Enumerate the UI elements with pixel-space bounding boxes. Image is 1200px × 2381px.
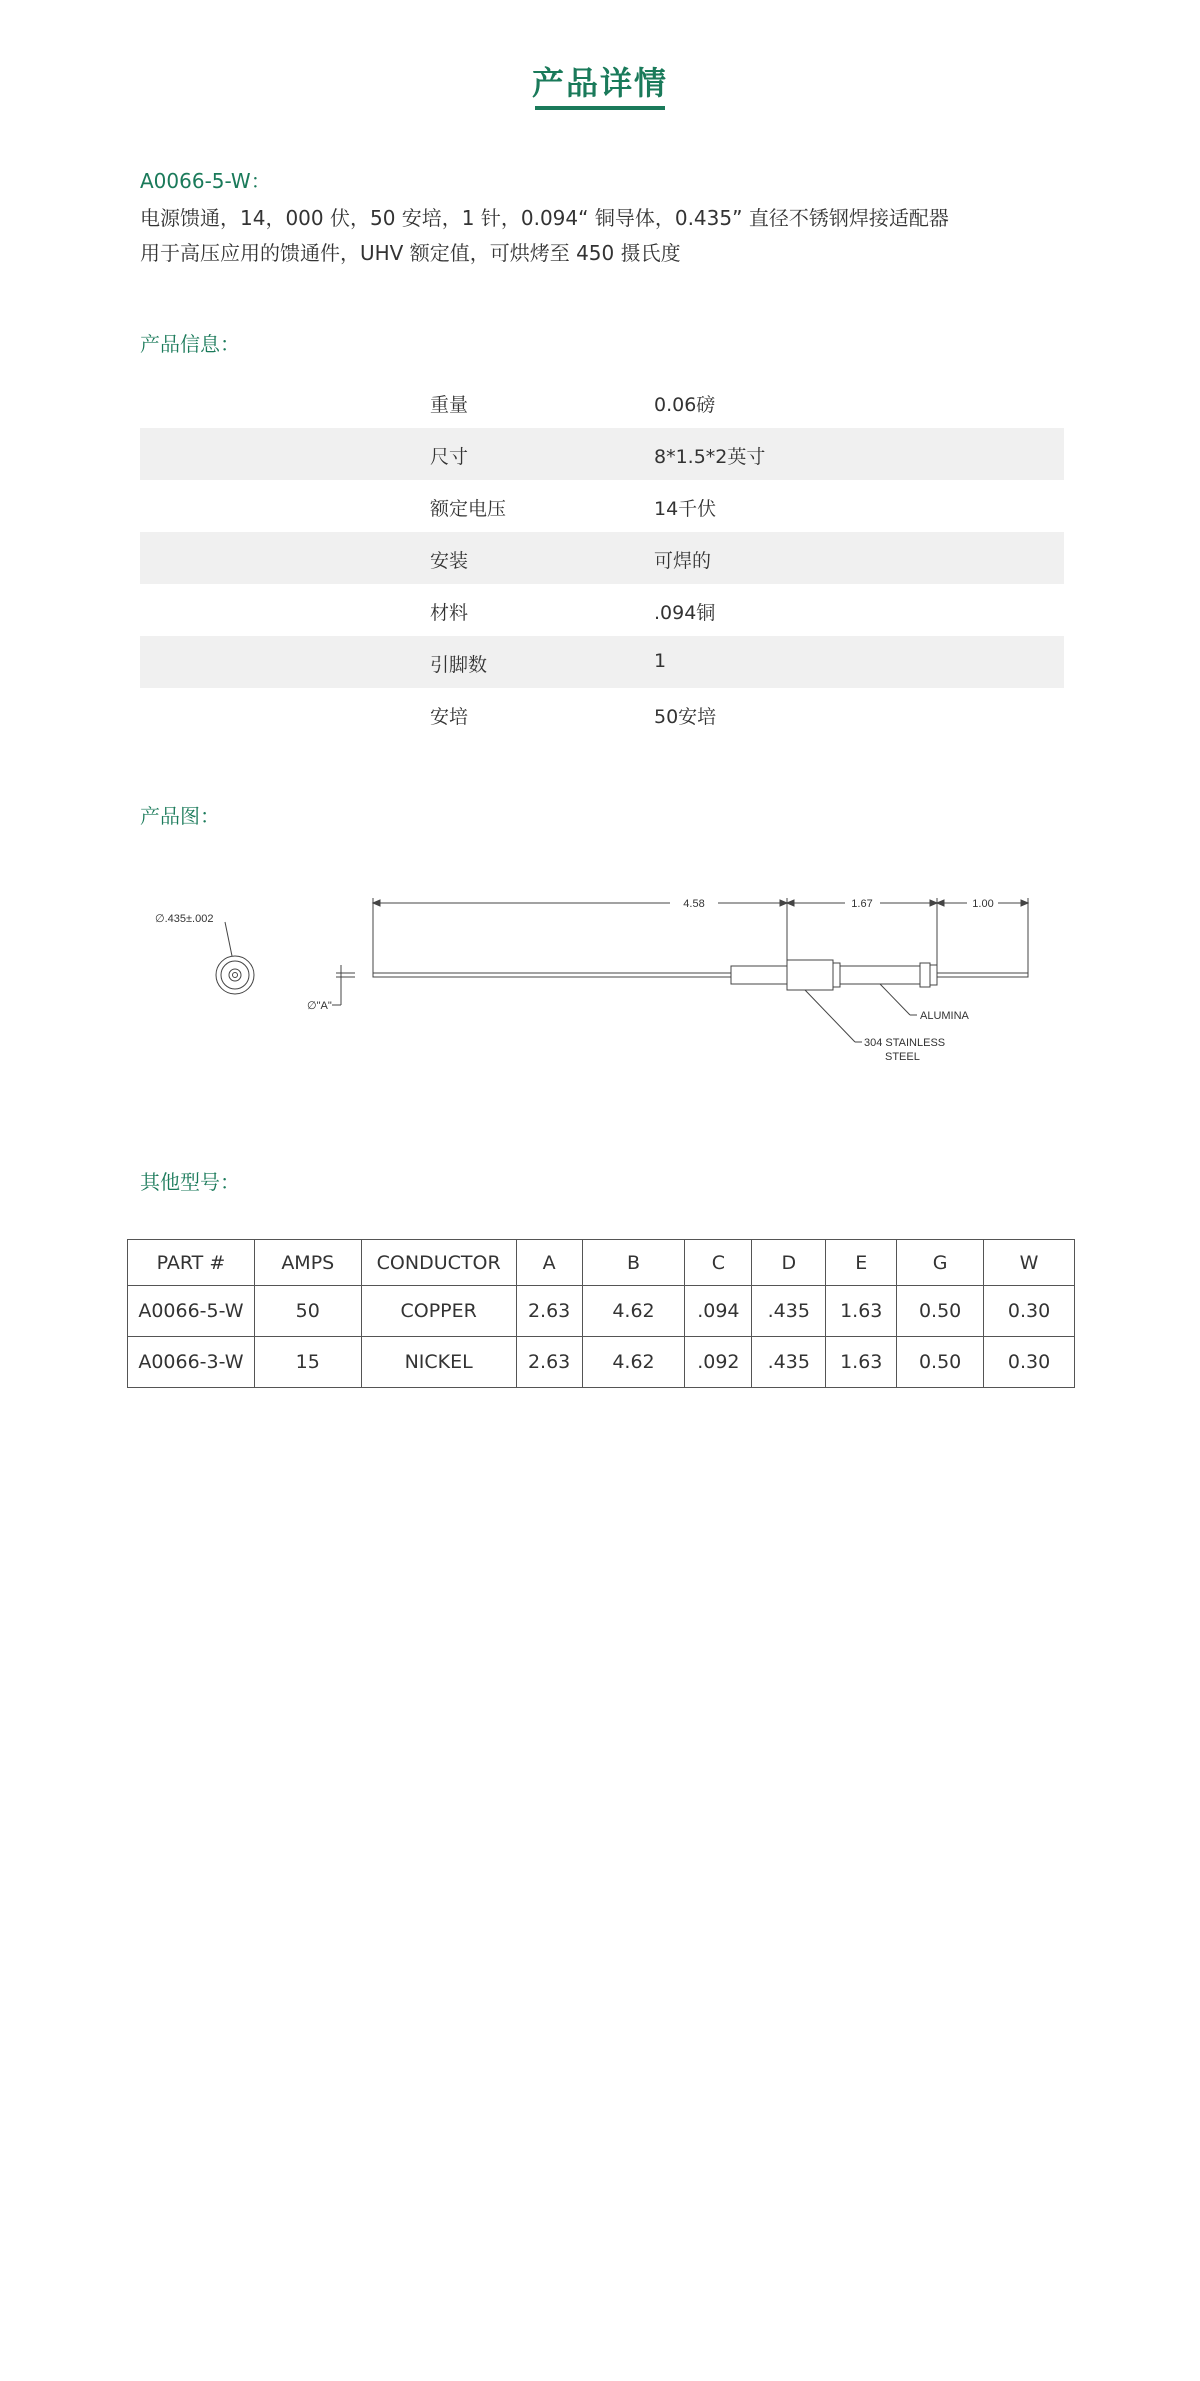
table-cell: 4.62 <box>582 1337 685 1388</box>
svg-text:4.58: 4.58 <box>683 898 705 910</box>
table-cell: 2.63 <box>516 1286 582 1337</box>
info-value: 8*1.5*2英寸 <box>654 446 766 468</box>
steel-label-1: 304 STAINLESS <box>864 1037 946 1049</box>
diameter-label: ∅.435±.002 <box>155 913 214 925</box>
info-row-voltage <box>140 480 1064 532</box>
info-value: 可焊的 <box>654 550 712 572</box>
info-row-pins <box>140 636 1064 688</box>
table-row <box>128 1337 1075 1388</box>
dimension-1-00 <box>937 898 1028 910</box>
table-cell: .435 <box>752 1286 826 1337</box>
feedthrough-side-view <box>373 960 1028 990</box>
table-cell: .435 <box>752 1337 826 1388</box>
table-cell: 1.63 <box>826 1337 897 1388</box>
product-image-heading: 产品图： <box>140 804 220 828</box>
info-label: 额定电压 <box>430 498 507 520</box>
info-row-amps <box>140 688 1064 740</box>
title-underline <box>535 106 665 110</box>
info-row-size <box>140 428 1064 480</box>
column-header: G <box>897 1240 984 1286</box>
column-header: PART # <box>128 1240 255 1286</box>
table-cell: 50 <box>254 1286 361 1337</box>
product-info-heading: 产品信息： <box>140 332 240 356</box>
steel-label-2: STEEL <box>885 1051 920 1063</box>
info-value: 14千伏 <box>654 498 717 520</box>
info-row-mounting <box>140 532 1064 584</box>
table-cell: 4.62 <box>582 1286 685 1337</box>
info-label: 安培 <box>430 706 469 728</box>
column-header: CONDUCTOR <box>361 1240 516 1286</box>
alumina-label: ALUMINA <box>920 1010 969 1022</box>
info-label: 重量 <box>430 394 469 416</box>
dimension-4-58 <box>373 898 787 910</box>
model-code: A0066-5-W： <box>140 169 271 193</box>
svg-text:1.67: 1.67 <box>851 898 873 910</box>
description-line-2: 用于高压应用的馈通件，UHV 额定值，可烘烤至 450 摄氏度 <box>140 241 681 265</box>
column-header: A <box>516 1240 582 1286</box>
other-models-table <box>127 1239 1075 1388</box>
table-cell: 0.30 <box>984 1286 1075 1337</box>
table-cell: A0066-5-W <box>128 1286 255 1337</box>
other-models-heading: 其他型号： <box>140 1170 240 1194</box>
table-cell: A0066-3-W <box>128 1337 255 1388</box>
table-cell: 1.63 <box>826 1286 897 1337</box>
product-info-table <box>140 376 1064 740</box>
info-value: .094铜 <box>654 602 716 624</box>
info-label: 材料 <box>430 602 469 624</box>
table-cell: 15 <box>254 1337 361 1388</box>
product-drawing <box>140 870 1060 1100</box>
column-header: W <box>984 1240 1075 1286</box>
column-header: D <box>752 1240 826 1286</box>
info-label: 尺寸 <box>430 446 469 468</box>
table-cell: NICKEL <box>361 1337 516 1388</box>
info-value: 0.06磅 <box>654 394 716 416</box>
info-label: 安装 <box>430 550 469 572</box>
table-cell: 0.50 <box>897 1286 984 1337</box>
info-label: 引脚数 <box>430 654 488 676</box>
info-row-weight <box>140 376 1064 428</box>
conductor-label: ∅"A" <box>307 1000 332 1012</box>
table-cell: 0.30 <box>984 1337 1075 1388</box>
page-title: 产品详情 <box>531 64 668 102</box>
info-value: 50安培 <box>654 706 717 728</box>
table-row <box>128 1286 1075 1337</box>
table-cell: .092 <box>685 1337 752 1388</box>
info-value: 1 <box>654 650 667 672</box>
table-cell: 2.63 <box>516 1337 582 1388</box>
info-row-material <box>140 584 1064 636</box>
table-cell: COPPER <box>361 1286 516 1337</box>
column-header: B <box>582 1240 685 1286</box>
svg-text:1.00: 1.00 <box>972 898 994 910</box>
table-cell: 0.50 <box>897 1337 984 1388</box>
dimension-1-67 <box>787 898 937 910</box>
table-header-row <box>128 1240 1075 1286</box>
table-cell: .094 <box>685 1286 752 1337</box>
diameter-leader <box>225 922 232 956</box>
column-header: E <box>826 1240 897 1286</box>
description-line-1: 电源馈通，14，000 伏，50 安培，1 针，0.094“ 铜导体，0.435” 直径不锈钢焊接适配器 <box>140 206 949 230</box>
end-view-icon <box>216 956 254 994</box>
column-header: C <box>685 1240 752 1286</box>
column-header: AMPS <box>254 1240 361 1286</box>
